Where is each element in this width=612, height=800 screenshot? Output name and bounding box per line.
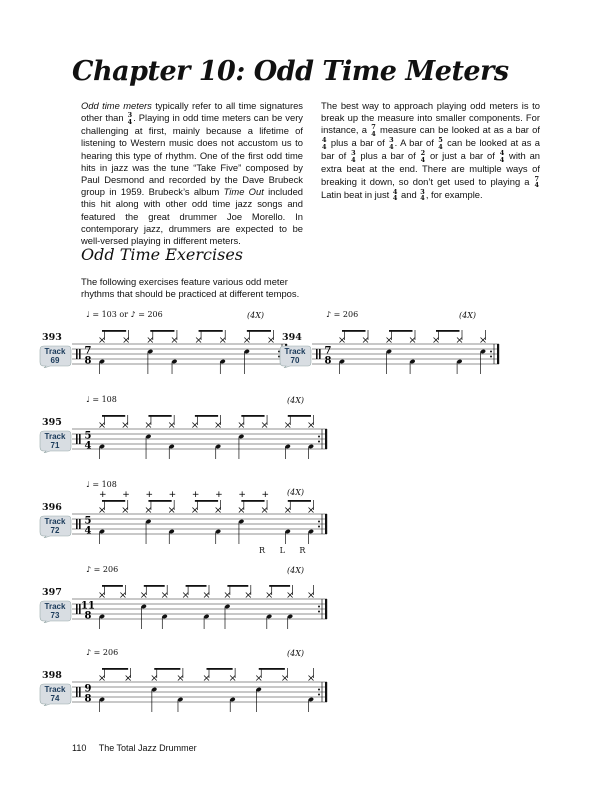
- open-hihat-mark: +: [215, 490, 223, 500]
- cymbal-note: [100, 415, 105, 428]
- exercise-number: 396: [42, 502, 62, 513]
- sticking: R L R: [259, 546, 312, 555]
- time-signature-top: 9: [84, 683, 92, 695]
- exercise-number: 393: [42, 332, 62, 343]
- cymbal-note: [309, 415, 314, 428]
- cymbal-note: [220, 330, 225, 343]
- cymbal-note: [340, 330, 345, 343]
- track-badge: [38, 514, 72, 538]
- track-number: 71: [50, 441, 60, 450]
- open-hihat-mark: +: [145, 490, 153, 500]
- open-hihat-mark: +: [238, 490, 246, 500]
- track-label: Track: [44, 347, 66, 356]
- fraction-3-4: 3 4: [127, 111, 133, 126]
- exercise-number: 397: [42, 587, 62, 598]
- cymbal-note: [282, 668, 287, 681]
- cymbal-note: [256, 668, 261, 681]
- cymbal-note: [309, 585, 314, 598]
- track-number: 74: [50, 694, 60, 703]
- cymbal-note: [267, 585, 272, 598]
- exercise-4: [42, 480, 367, 560]
- cymbal-note: [183, 585, 188, 598]
- track-number: 69: [50, 356, 60, 365]
- track-number: 73: [50, 611, 60, 620]
- cymbal-note: [230, 668, 235, 681]
- track-label: Track: [44, 432, 66, 441]
- exercise-2: [282, 310, 539, 390]
- page-number: 110: [72, 743, 87, 753]
- cymbal-note: [192, 415, 197, 428]
- percussion-clef: [79, 349, 81, 359]
- cymbal-note: [146, 415, 151, 428]
- cymbal-note: [262, 415, 267, 428]
- open-hihat-mark: +: [122, 490, 130, 500]
- cymbal-note: [162, 585, 167, 598]
- cymbal-note: [148, 330, 153, 343]
- cymbal-note: [246, 585, 251, 598]
- cymbal-note: [123, 500, 128, 513]
- percussion-clef: [319, 349, 321, 359]
- repeat-count: (4X): [287, 649, 305, 658]
- cymbal-note: [124, 330, 129, 343]
- exercise-6: [42, 648, 367, 728]
- time-signature-bottom: 8: [84, 355, 92, 367]
- tempo-marking: ♪ = 206: [86, 565, 119, 574]
- percussion-clef: [79, 519, 81, 529]
- cymbal-note: [169, 415, 174, 428]
- drum-staff: [312, 322, 503, 392]
- cymbal-note: [169, 500, 174, 513]
- section-heading: Odd Time Exercises: [81, 245, 243, 264]
- track-label: Track: [284, 347, 306, 356]
- cymbal-note: [152, 668, 157, 681]
- cymbal-note: [239, 415, 244, 428]
- left-column-text: [81, 100, 303, 247]
- cymbal-note: [126, 668, 131, 681]
- cymbal-note: [285, 415, 290, 428]
- open-hihat-mark: +: [168, 490, 177, 500]
- time-signature-top: 5: [84, 430, 92, 442]
- cymbal-note: [244, 330, 249, 343]
- percussion-clef: [76, 519, 78, 529]
- track-badge: [38, 344, 72, 368]
- track-number: 70: [290, 356, 300, 365]
- cymbal-note: [146, 500, 151, 513]
- cymbal-note: [434, 330, 439, 343]
- cymbal-note: [309, 668, 314, 681]
- track-label: Track: [44, 517, 66, 526]
- track-badge: [38, 599, 72, 623]
- tempo-marking: ♪ = 206: [326, 310, 359, 319]
- cymbal-note: [216, 500, 221, 513]
- exercise-number: 394: [282, 332, 302, 343]
- cymbal-note: [172, 330, 177, 343]
- percussion-clef: [76, 349, 78, 359]
- cymbal-note: [239, 500, 244, 513]
- drum-staff: [72, 322, 291, 392]
- book-title: The Total Jazz Drummer: [98, 743, 197, 753]
- cymbal-note: [204, 585, 209, 598]
- cymbal-note: [262, 500, 267, 513]
- track-badge: [38, 429, 72, 453]
- drum-staff: [72, 577, 331, 647]
- time-signature-bottom: 8: [84, 610, 92, 622]
- tempo-marking: ♪ = 206: [86, 648, 119, 657]
- repeat-count: (4X): [287, 566, 305, 575]
- repeat-count: (4X): [287, 396, 305, 405]
- track-label: Track: [44, 602, 66, 611]
- percussion-clef: [316, 349, 318, 359]
- chapter-title: Chapter 10: Odd Time Meters: [72, 56, 509, 87]
- section-intro: The following exercises feature various odd meter rhythms that should be practiced at different tempos.: [81, 276, 300, 300]
- cymbal-note: [363, 330, 368, 343]
- cymbal-note: [100, 330, 105, 343]
- cymbal-note: [288, 585, 293, 598]
- exercise-number: 398: [42, 670, 62, 681]
- tempo-marking: ♩ = 103 or ♪ = 206: [86, 310, 163, 319]
- repeat-count: (4X): [459, 311, 477, 320]
- time-signature-bottom: 8: [324, 355, 332, 367]
- percussion-clef: [76, 687, 78, 697]
- tempo-marking: ♩ = 108: [86, 480, 117, 489]
- cymbal-note: [196, 330, 201, 343]
- approach-paragraph: The best way to approach playing odd meters is to break up the measure into smaller components. For instance, a 7 4 measure can be looked at as a bar of 4 4 plus a bar of 3 4 . A bar of 5 4 can be looked at as a bar of 3 4 plus a bar of 2 4 or just a bar of 4 4 with an extra beat at the end. There are multiple ways of breaking it down, so don’t get used to playing a 7 4 Latin beat in just 4 4 and 3 4 , for example.: [321, 100, 541, 203]
- cymbal-note: [457, 330, 462, 343]
- cymbal-note: [481, 330, 486, 343]
- cymbal-note: [100, 668, 105, 681]
- open-hihat-mark: +: [261, 490, 270, 500]
- cymbal-note: [387, 330, 392, 343]
- cymbal-note: [225, 585, 230, 598]
- cymbal-note: [204, 668, 209, 681]
- cymbal-note: [178, 668, 183, 681]
- drum-staff: [72, 660, 331, 730]
- repeat-count: (4X): [247, 311, 265, 320]
- time-signature-top: 11: [81, 600, 95, 612]
- percussion-clef: [79, 434, 81, 444]
- time-signature-bottom: 8: [84, 693, 92, 705]
- tempo-marking: ♩ = 108: [86, 395, 117, 404]
- time-signature-top: 5: [84, 515, 92, 527]
- track-label: Track: [44, 685, 66, 694]
- time-signature-top: 7: [324, 345, 332, 357]
- intro-paragraph: Odd time meters typically refer to all time signatures other than 3 4 . Playing in odd time meters can be very challenging at first, mainly because a lifetime of listening to Western music does not accustom us to hearing this type of rhythm. One of the first odd time hits in jazz was the tune “Take Five” composed by Paul Desmond and recorded by the Dave Brubeck group in 1959. Brubeck’s album Time Out included this hit along with other odd time jazz songs and featured the great drummer Joe Morello. In contemporary jazz, drummers are expected to be well-versed playing in different meters.: [81, 100, 303, 247]
- percussion-clef: [76, 604, 78, 614]
- drum-staff: [72, 407, 331, 477]
- time-signature-bottom: 4: [84, 440, 92, 452]
- track-badge: [278, 344, 312, 368]
- cymbal-note: [269, 330, 274, 343]
- track-badge: [38, 682, 72, 706]
- cymbal-note: [285, 500, 290, 513]
- cymbal-note: [120, 585, 125, 598]
- repeat-count: (4X): [287, 488, 305, 497]
- right-column-text: [321, 100, 540, 202]
- exercise-number: 395: [42, 417, 62, 428]
- cymbal-note: [123, 415, 128, 428]
- track-number: 72: [50, 526, 60, 535]
- page-footer: [72, 743, 197, 753]
- cymbal-note: [216, 415, 221, 428]
- time-signature-bottom: 4: [84, 525, 92, 537]
- cymbal-note: [141, 585, 146, 598]
- cymbal-note: [410, 330, 415, 343]
- cymbal-note: [192, 500, 197, 513]
- open-hihat-mark: +: [191, 490, 200, 500]
- cymbal-note: [309, 500, 314, 513]
- time-signature-top: 7: [84, 345, 92, 357]
- open-hihat-mark: +: [99, 490, 107, 500]
- percussion-clef: [76, 434, 78, 444]
- cymbal-note: [100, 500, 105, 513]
- exercise-3: [42, 395, 367, 475]
- cymbal-note: [100, 585, 105, 598]
- percussion-clef: [79, 687, 81, 697]
- exercise-5: [42, 565, 367, 645]
